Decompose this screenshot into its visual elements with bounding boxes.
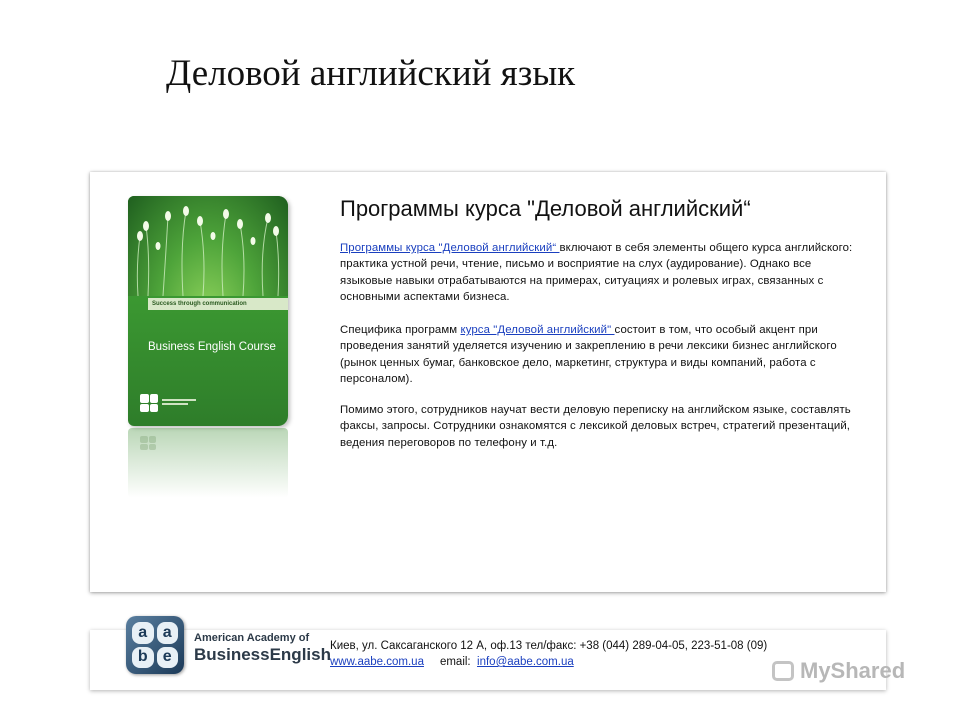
email-link[interactable]: info@aabe.com.ua <box>477 656 574 668</box>
grass-photo <box>128 196 288 296</box>
book-tagline: Success through communication <box>148 298 288 310</box>
content-card <box>90 172 886 592</box>
footer-bar <box>90 623 886 690</box>
book-cover-image <box>128 196 288 426</box>
course-link[interactable]: курса "Деловой английский" <box>460 324 615 336</box>
contact-info <box>330 638 767 670</box>
paragraph-specifics-end: состоит в том, что особый акцент при проведения занятий уделяется изучению и закреплению в речи лексики бизнес английского (рынок ценных бумаг, банковское дело, маркетинг, структура и виды компаний, работа с персоналом). <box>340 324 837 385</box>
card-heading: Программы курса "Деловой английский“ <box>340 196 751 221</box>
myshared-icon <box>772 661 794 681</box>
paragraph-specifics <box>340 322 865 387</box>
book-reflection <box>128 428 288 498</box>
program-link[interactable]: Программы курса "Деловой английский“ <box>340 242 560 254</box>
links-line <box>330 654 767 670</box>
book-aabe-logo-icon <box>140 394 158 412</box>
myshared-text: MyShared <box>800 658 906 683</box>
org-name-line1: American Academy of <box>194 632 310 644</box>
aabe-logo-icon: a a b e <box>126 616 184 674</box>
book-course-title: Business English Course <box>148 341 276 353</box>
website-link[interactable]: www.aabe.com.ua <box>330 656 424 668</box>
address-line: Киев, ул. Саксаганского 12 А, оф.13 тел/факс: +38 (044) 289-04-05, 223-51-08 (09) <box>330 640 768 652</box>
organization-name <box>194 632 331 665</box>
org-name-line2: BusinessEnglish <box>194 645 331 664</box>
email-label: email: <box>439 656 471 668</box>
paragraph-intro-text: включают в себя элементы общего курса английского: практика устной речи, чтение, письмо и восприятие на слух (аудирование). Однако все языковые навыки отрабатываются на примерах, ситуациях и ролевых играх, связанных с основными аспектами бизнеса. <box>340 242 853 303</box>
paragraph-specifics-start: Специфика программ <box>340 324 461 336</box>
paragraph-intro <box>340 240 865 305</box>
slide-title: Деловой английский язык <box>166 53 576 94</box>
book-publisher-mark <box>162 398 202 410</box>
paragraph-additional: Помимо этого, сотрудников научат вести деловую переписку на английском языке, составлять факсы, запросы. Сотрудники ознакомятся с лексикой деловых встреч, стратегий презентаций, ведения переговоров по телефону и т.д. <box>340 404 851 449</box>
